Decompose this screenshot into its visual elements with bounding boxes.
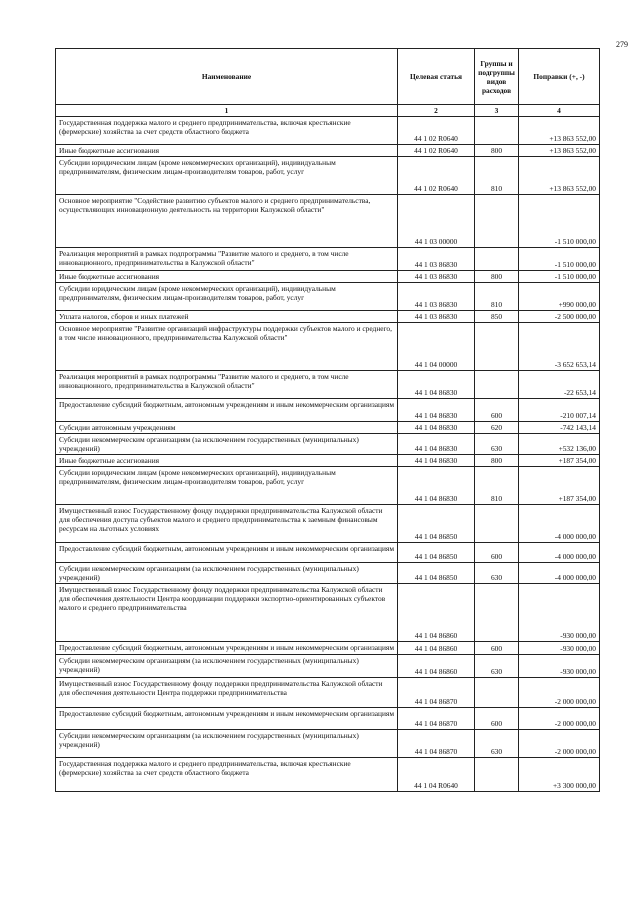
row-expense-group <box>475 584 519 642</box>
row-amount: -22 653,14 <box>519 371 600 399</box>
row-target-code: 44 1 02 R0640 <box>398 145 475 157</box>
row-target-code: 44 1 04 86830 <box>398 371 475 399</box>
budget-amendments-table <box>55 48 600 792</box>
row-name: Основное мероприятие "Развитие организаций инфраструктуры поддержки субъектов малого и среднего, в том числе инновационного, предпринимательства Калужской области" <box>56 323 398 371</box>
column-number: 4 <box>519 105 600 117</box>
row-name: Субсидии некоммерческим организациям (за исключением государственных (муниципальных) учреждений) <box>56 730 398 758</box>
row-name: Предоставление субсидий бюджетным, автономным учреждениям и иным некоммерческим организациям <box>56 642 398 655</box>
table-row <box>56 655 600 678</box>
row-target-code: 44 1 04 86850 <box>398 505 475 543</box>
header-code: Целевая статья <box>398 49 475 105</box>
row-target-code: 44 1 03 86830 <box>398 271 475 283</box>
row-expense-group: 810 <box>475 283 519 311</box>
row-name: Иные бюджетные ассигнования <box>56 271 398 283</box>
row-name: Предоставление субсидий бюджетным, автономным учреждениям и иным некоммерческим организациям <box>56 399 398 422</box>
row-expense-group <box>475 505 519 543</box>
row-name: Имущественный взнос Государственному фонду поддержки предпринимательства Калужской области для обеспечения деятельности Центра поддержки предпринимательства <box>56 678 398 708</box>
row-target-code: 44 1 04 86830 <box>398 422 475 434</box>
column-number: 2 <box>398 105 475 117</box>
row-target-code: 44 1 04 86850 <box>398 563 475 584</box>
row-target-code: 44 1 04 86850 <box>398 543 475 563</box>
row-expense-group <box>475 371 519 399</box>
page-number: 279 <box>616 40 628 49</box>
row-amount: -2 500 000,00 <box>519 311 600 323</box>
row-amount: -1 510 000,00 <box>519 271 600 283</box>
row-target-code: 44 1 04 86860 <box>398 655 475 678</box>
header-group: Группы и подгруппы видов расходов <box>475 49 519 105</box>
row-target-code: 44 1 04 86830 <box>398 455 475 467</box>
table-row <box>56 678 600 708</box>
row-expense-group: 800 <box>475 271 519 283</box>
row-expense-group <box>475 248 519 271</box>
table-body <box>56 117 600 792</box>
row-expense-group <box>475 195 519 248</box>
row-target-code: 44 1 04 86870 <box>398 708 475 730</box>
row-expense-group: 630 <box>475 434 519 455</box>
table-row <box>56 117 600 145</box>
row-amount: +3 300 000,00 <box>519 758 600 792</box>
row-name: Реализация мероприятий в рамках подпрограммы "Развитие малого и среднего, в том числе инновационного, предпринимательства в Калужской области" <box>56 248 398 271</box>
table-row <box>56 730 600 758</box>
row-expense-group <box>475 117 519 145</box>
column-number-row <box>56 105 600 117</box>
row-name: Основное мероприятие "Содействие развитию субъектов малого и среднего предпринимательства, осуществляющих инновационную деятельность на территории Калужской области" <box>56 195 398 248</box>
row-expense-group: 600 <box>475 642 519 655</box>
row-expense-group: 630 <box>475 730 519 758</box>
row-amount: -4 000 000,00 <box>519 563 600 584</box>
row-expense-group: 850 <box>475 311 519 323</box>
row-amount: -210 007,14 <box>519 399 600 422</box>
table-row <box>56 563 600 584</box>
table-row <box>56 505 600 543</box>
row-expense-group: 620 <box>475 422 519 434</box>
row-name: Субсидии некоммерческим организациям (за исключением государственных (муниципальных) учреждений) <box>56 655 398 678</box>
row-amount: -930 000,00 <box>519 655 600 678</box>
row-expense-group <box>475 758 519 792</box>
row-target-code: 44 1 04 86870 <box>398 678 475 708</box>
row-name: Предоставление субсидий бюджетным, автономным учреждениям и иным некоммерческим организациям <box>56 543 398 563</box>
row-amount: +13 863 552,00 <box>519 117 600 145</box>
row-target-code: 44 1 03 00000 <box>398 195 475 248</box>
row-target-code: 44 1 02 R0640 <box>398 157 475 195</box>
table-row <box>56 157 600 195</box>
row-target-code: 44 1 02 R0640 <box>398 117 475 145</box>
row-expense-group <box>475 323 519 371</box>
row-target-code: 44 1 03 86830 <box>398 283 475 311</box>
row-name: Имущественный взнос Государственному фонду поддержки предпринимательства Калужской области для обеспечения деятельности Центра координации поддержки экспортно-ориентированных субъектов малого и среднего предпринимательства <box>56 584 398 642</box>
table-row <box>56 371 600 399</box>
header-amount: Поправки (+, -) <box>519 49 600 105</box>
table-row <box>56 543 600 563</box>
row-amount: +13 863 552,00 <box>519 145 600 157</box>
row-amount: +13 863 552,00 <box>519 157 600 195</box>
table-row <box>56 283 600 311</box>
row-amount: -2 000 000,00 <box>519 678 600 708</box>
row-expense-group: 810 <box>475 157 519 195</box>
row-name: Субсидии некоммерческим организациям (за исключением государственных (муниципальных) учреждений) <box>56 563 398 584</box>
table-row <box>56 399 600 422</box>
table-row <box>56 758 600 792</box>
row-expense-group <box>475 678 519 708</box>
table-row <box>56 584 600 642</box>
table-row <box>56 434 600 455</box>
row-amount: -742 143,14 <box>519 422 600 434</box>
table-row <box>56 248 600 271</box>
row-expense-group: 800 <box>475 455 519 467</box>
row-amount: -3 652 653,14 <box>519 323 600 371</box>
row-amount: -4 000 000,00 <box>519 505 600 543</box>
row-target-code: 44 1 04 86830 <box>398 434 475 455</box>
row-expense-group: 810 <box>475 467 519 505</box>
row-expense-group: 800 <box>475 145 519 157</box>
table-row <box>56 642 600 655</box>
row-name: Государственная поддержка малого и среднего предпринимательства, включая крестьянские (фермерские) хозяйства за счет средств областного бюджета <box>56 758 398 792</box>
table-row <box>56 311 600 323</box>
table-row <box>56 467 600 505</box>
row-name: Иные бюджетные ассигнования <box>56 145 398 157</box>
header-name: Наименование <box>56 49 398 105</box>
table-row <box>56 195 600 248</box>
row-name: Государственная поддержка малого и среднего предпринимательства, включая крестьянские (фермерские) хозяйства за счет средств областного бюджета <box>56 117 398 145</box>
row-amount: +990 000,00 <box>519 283 600 311</box>
column-number: 3 <box>475 105 519 117</box>
row-target-code: 44 1 04 86830 <box>398 467 475 505</box>
row-target-code: 44 1 04 86860 <box>398 584 475 642</box>
row-target-code: 44 1 04 00000 <box>398 323 475 371</box>
row-amount: +187 354,00 <box>519 455 600 467</box>
row-target-code: 44 1 03 86830 <box>398 248 475 271</box>
row-name: Иные бюджетные ассигнования <box>56 455 398 467</box>
header-row <box>56 49 600 105</box>
row-name: Субсидии юридическим лицам (кроме некоммерческих организаций), индивидуальным предпринимателям, физическим лицам-производителям товаров, работ, услуг <box>56 157 398 195</box>
table-row <box>56 455 600 467</box>
row-amount: -4 000 000,00 <box>519 543 600 563</box>
row-amount: -1 510 000,00 <box>519 248 600 271</box>
row-name: Имущественный взнос Государственному фонду поддержки предпринимательства Калужской области для обеспечения доступа субъектов малого и среднего предпринимательства к заемным финансовым ресурсам на льготных условиях <box>56 505 398 543</box>
table-row <box>56 708 600 730</box>
row-amount: -1 510 000,00 <box>519 195 600 248</box>
table-row <box>56 271 600 283</box>
row-amount: +187 354,00 <box>519 467 600 505</box>
table-row <box>56 323 600 371</box>
row-amount: -2 000 000,00 <box>519 730 600 758</box>
row-name: Субсидии юридическим лицам (кроме некоммерческих организаций), индивидуальным предпринимателям, физическим лицам-производителям товаров, работ, услуг <box>56 467 398 505</box>
row-expense-group: 630 <box>475 563 519 584</box>
row-name: Субсидии некоммерческим организациям (за исключением государственных (муниципальных) учреждений) <box>56 434 398 455</box>
row-amount: -930 000,00 <box>519 584 600 642</box>
row-target-code: 44 1 04 86830 <box>398 399 475 422</box>
table-row <box>56 145 600 157</box>
row-target-code: 44 1 04 86870 <box>398 730 475 758</box>
row-name: Уплата налогов, сборов и иных платежей <box>56 311 398 323</box>
row-target-code: 44 1 04 86860 <box>398 642 475 655</box>
column-number: 1 <box>56 105 398 117</box>
row-amount: -930 000,00 <box>519 642 600 655</box>
row-expense-group: 600 <box>475 399 519 422</box>
row-name: Предоставление субсидий бюджетным, автономным учреждениям и иным некоммерческим организациям <box>56 708 398 730</box>
row-expense-group: 600 <box>475 543 519 563</box>
row-amount: +532 136,00 <box>519 434 600 455</box>
row-name: Реализация мероприятий в рамках подпрограммы "Развитие малого и среднего, в том числе инновационного, предпринимательства в Калужской области" <box>56 371 398 399</box>
row-expense-group: 630 <box>475 655 519 678</box>
row-name: Субсидии юридическим лицам (кроме некоммерческих организаций), индивидуальным предпринимателям, физическим лицам-производителям товаров, работ, услуг <box>56 283 398 311</box>
row-name: Субсидии автономным учреждениям <box>56 422 398 434</box>
row-amount: -2 000 000,00 <box>519 708 600 730</box>
table-row <box>56 422 600 434</box>
row-expense-group: 600 <box>475 708 519 730</box>
row-target-code: 44 1 03 86830 <box>398 311 475 323</box>
row-target-code: 44 1 04 R0640 <box>398 758 475 792</box>
